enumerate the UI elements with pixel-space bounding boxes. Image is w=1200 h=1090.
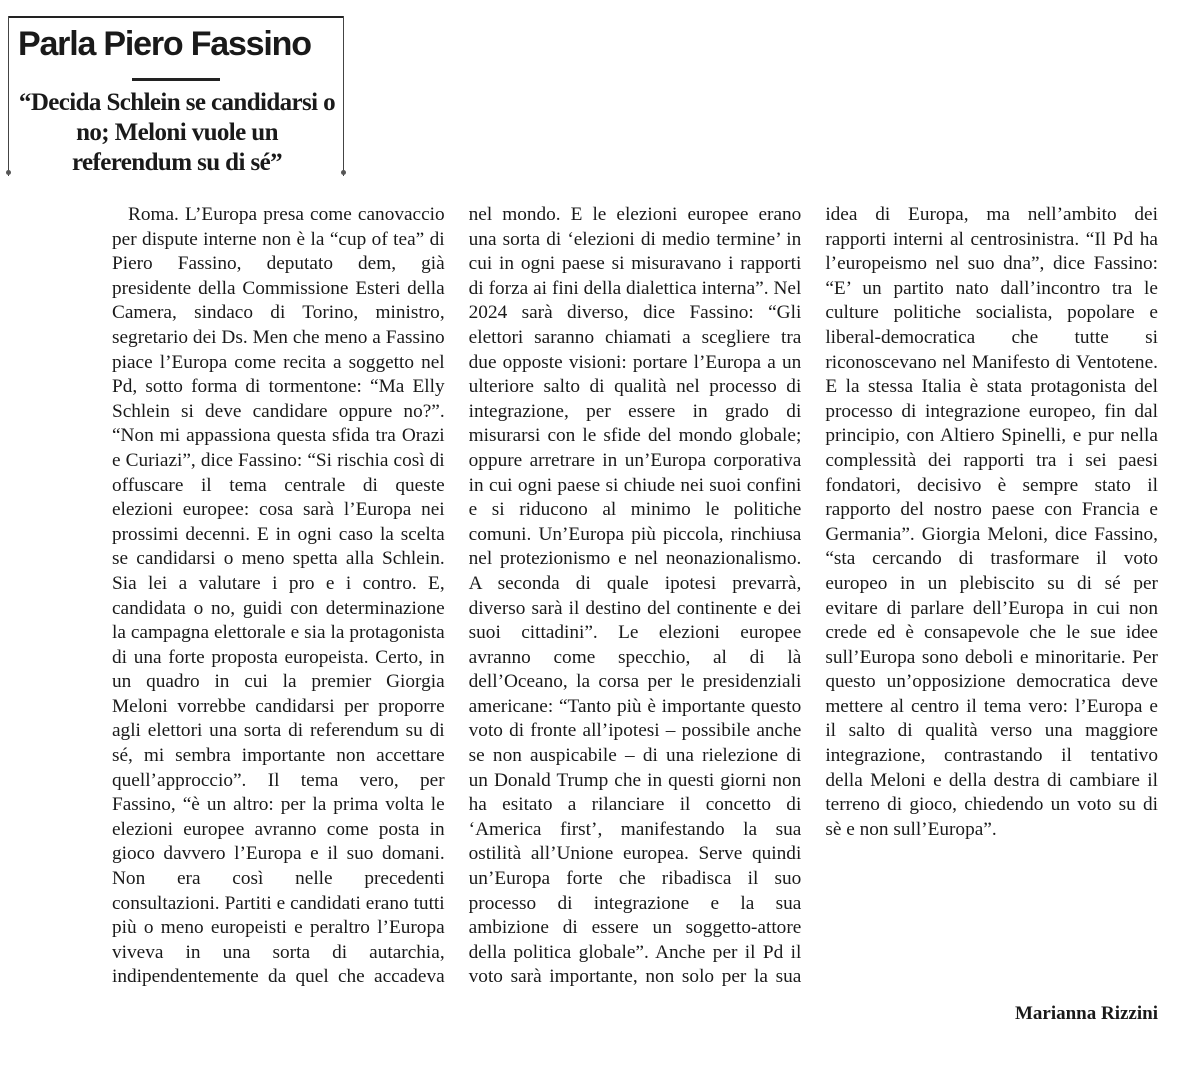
- corner-mark-right: [341, 170, 346, 175]
- headline: Parla Piero Fassino: [18, 25, 311, 63]
- corner-mark-left: [6, 170, 11, 175]
- article-paragraph: Roma. L’Europa presa come canovaccio per dispute interne non è la “cup of tea” di Piero Fassino, deputato dem, già presidente della Commissione Esteri della Camera, sindaco di Torino, ministro, segretario dei Ds. Men che meno a Fassino piace l’Europa come recita a soggetto nel Pd, sotto forma di tormentone: “Ma Elly Schlein si deve candidare oppure no?”. “Non mi appassiona questa sfida tra Orazi e Curiazi”, dice Fassino: “Si rischia così di offuscare il tema centrale di queste elezioni europee: cosa sarà l’Europa nei prossimi decenni. E in ogni caso la scelta se candidarsi o meno spetta alla Schlein. Sia lei a valutare i pro e i contro. E, candidata o no, guidi con determinazione la campagna elettorale e sia la protagonista di una forte proposta europeista. Certo, in un quadro in cui la premier Giorgia Meloni vorrebbe candidarsi per proporre agli elettori una sorta di referendum su di sé, mi sembra importante non accettare quell’approccio”. Il tema vero, per Fassino, “è un altro: per la prima volta le elezioni europee avranno come posta in gioco davvero l’Europa e il suo domani. Non era così nelle precedenti consultazioni. Partiti e candidati erano tutti più o meno europeisti e peraltro l’Europa viveva in una sorta di autarchia, indipendentemente da quel che accadeva nel mondo. E le elezioni europee erano una sorta di ‘elezioni di medio termine’ in cui in ogni paese si misuravano i rapporti di forza ai fini della dialettica interna”. Nel 2024 sarà diverso, dice Fassino: “Gli elettori saranno chiamati a scegliere tra due opposte visioni: portare l’Europa a un ulteriore salto di qualità nel processo di integrazione, per essere in grado di misurarsi con le sfide del mondo globale; oppure arretrare in un’Europa corporativa in cui ogni paese si chiude nei suoi confini e si riducono al minimo le politiche comuni. Un’Europa più piccola, rinchiusa nel protezionismo e nel neonazionalismo. A seconda di quale ipotesi prevarrà, diverso sarà il destino del continente e dei suoi cittadini”. Le elezioni europee avranno come specchio, al di là dell’Oceano, la corsa per le presidenziali americane: “Tanto più è importante questo voto di fronte all’ipotesi – possibile anche se non auspicabile – di una rielezione di un Donald Trump che in questi giorni non ha esitato a rilanciare il concetto di ‘America first’, manifestando la sua ostilità all’Unione europea. Serve quindi un’Europa forte che ribadisca il suo processo di integrazione e la sua ambizione di essere un soggetto-attore della politica globale”. Anche per il Pd il voto sarà importante, non solo per la sua idea di Europa, ma nell’ambito dei rapporti interni al centrosinistra. “Il Pd ha l’europeismo nel suo dna”, dice Fassino: “E’ un partito nato dall’incontro tra le culture politiche socialista, popolare e liberal-democratica che tutte si riconoscevano nel Manifesto di Ventotene. E la stessa Italia è stata protagonista del processo di integrazione europeo, fin dal principio, con Altiero Spinelli, e pur nella complessità dei rapporti tra i sei paesi fondatori, decisivo è sempre stato il rapporto del nostro paese con Francia e Germania”. Giorgia Meloni, dice Fassino, “sta cercando di trasformare il voto europeo in un plebiscito su di sé per evitare di parlare dell’Europa in cui non crede ed è consapevole che le sue idee sull’Europa sono deboli e minoritarie. Per questo un’opposizione democratica deve mettere al centro il tema vero: l’Europa e il salto di qualità verso una maggiore integrazione, contrastando il tentativo della Meloni e della destra di cambiare il terreno di gioco, chiedendo un voto su di sè e non sull’Europa”.: [112, 204, 1158, 988]
- headline-box: [0, 0, 352, 178]
- byline: Marianna Rizzini: [1014, 1003, 1158, 1024]
- subheadline: “Decida Schlein se candidarsi o no; Meloni vuole un referendum su di sé”: [18, 89, 336, 176]
- headline-divider: [132, 78, 220, 81]
- article-body: [112, 203, 1158, 1003]
- left-rule: [8, 16, 9, 176]
- right-rule: [343, 16, 344, 176]
- top-rule: [8, 16, 344, 18]
